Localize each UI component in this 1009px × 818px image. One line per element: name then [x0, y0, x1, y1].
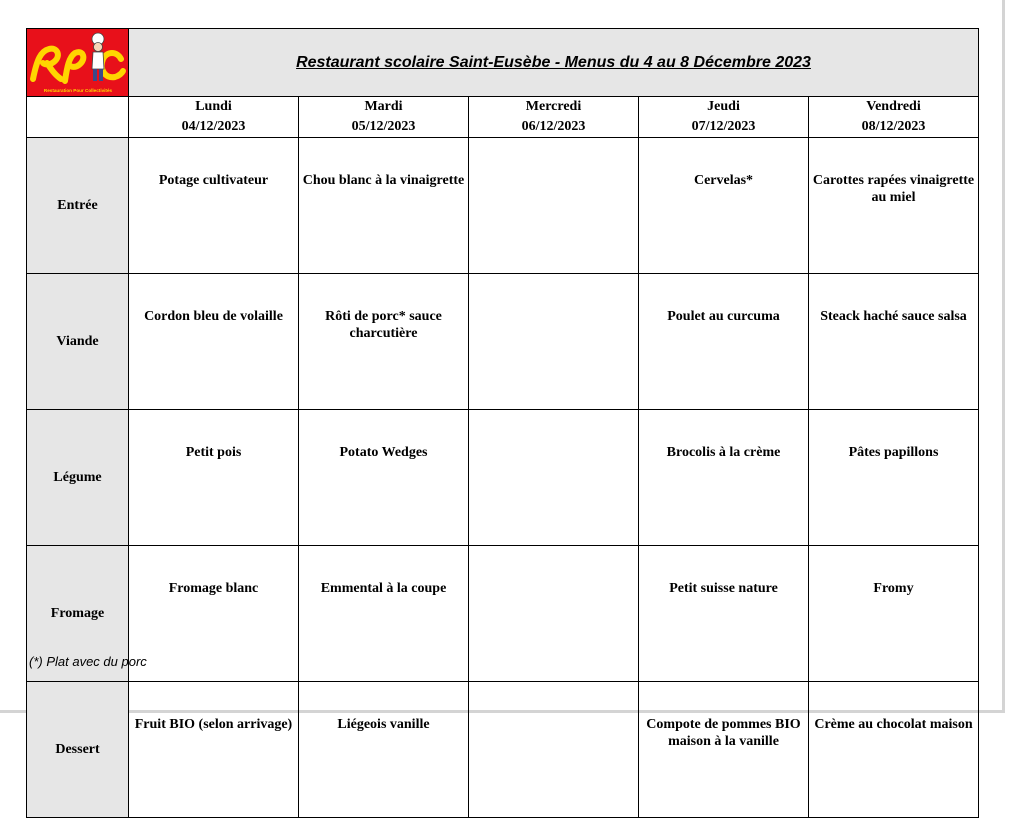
dish-cell: Poulet au curcuma [639, 274, 809, 410]
footnote: (*) Plat avec du porc [29, 654, 147, 669]
dish-cell: Emmental à la coupe [299, 546, 469, 682]
dish-cell: Potage cultivateur [129, 138, 299, 274]
dish-cell: Compote de pommes BIO maison à la vanille [639, 682, 809, 818]
days-row [27, 97, 979, 138]
day-name: Mardi [364, 99, 403, 114]
dish-cell: Brocolis à la crème [639, 410, 809, 546]
day-header-jeudi [639, 97, 809, 138]
dish-cell: Carottes rapées vinaigrette au miel [809, 138, 979, 274]
day-date: 05/12/2023 [351, 119, 416, 134]
dish-cell: Cordon bleu de volaille [129, 274, 299, 410]
dish-cell: Rôti de porc* sauce charcutière [299, 274, 469, 410]
day-name: Mercredi [525, 99, 582, 114]
row-label: Dessert [27, 682, 129, 818]
day-date: 07/12/2023 [691, 119, 756, 134]
logo [27, 29, 129, 97]
rpc-logo-graphic [27, 29, 129, 96]
dish-cell [469, 138, 639, 274]
day-header-lundi [129, 97, 299, 138]
dish-cell: Fromage blanc [129, 546, 299, 682]
menu-row-fromage [27, 546, 979, 682]
dish-cell: Petit suisse nature [639, 546, 809, 682]
day-name: Vendredi [866, 99, 921, 114]
corner-cell [27, 97, 129, 138]
day-date: 06/12/2023 [521, 119, 586, 134]
day-date: 08/12/2023 [861, 119, 926, 134]
dish-cell: Liégeois vanille [299, 682, 469, 818]
day-name: Lundi [195, 99, 232, 114]
dish-cell: Cervelas* [639, 138, 809, 274]
dish-cell: Steack haché sauce salsa [809, 274, 979, 410]
menu-row-entree [27, 138, 979, 274]
dish-cell [469, 410, 639, 546]
dish-cell: Potato Wedges [299, 410, 469, 546]
menu-row-dessert [27, 682, 979, 818]
row-label: Entrée [27, 138, 129, 274]
page-title: Restaurant scolaire Saint-Eusèbe - Menus du 4 au 8 Décembre 2023 [129, 29, 979, 97]
dish-cell [469, 682, 639, 818]
logo-tagline: Restauration Pour Collectivités [43, 88, 113, 93]
dish-cell: Crème au chocolat maison [809, 682, 979, 818]
menu-row-viande [27, 274, 979, 410]
dish-cell: Pâtes papillons [809, 410, 979, 546]
day-header-mardi [299, 97, 469, 138]
day-header-mercredi [469, 97, 639, 138]
day-name: Jeudi [707, 99, 740, 114]
row-label: Viande [27, 274, 129, 410]
dish-cell: Petit pois [129, 410, 299, 546]
row-label: Légume [27, 410, 129, 546]
dish-cell: Chou blanc à la vinaigrette [299, 138, 469, 274]
title-row [27, 29, 979, 97]
dish-cell [469, 546, 639, 682]
dish-cell [469, 274, 639, 410]
menu-row-legume [27, 410, 979, 546]
row-label: Fromage [27, 546, 129, 682]
dish-cell: Fruit BIO (selon arrivage) [129, 682, 299, 818]
day-header-vendredi [809, 97, 979, 138]
chef-face-icon [94, 43, 103, 52]
dish-cell: Fromy [809, 546, 979, 682]
day-date: 04/12/2023 [181, 119, 246, 134]
menu-table [26, 28, 979, 818]
